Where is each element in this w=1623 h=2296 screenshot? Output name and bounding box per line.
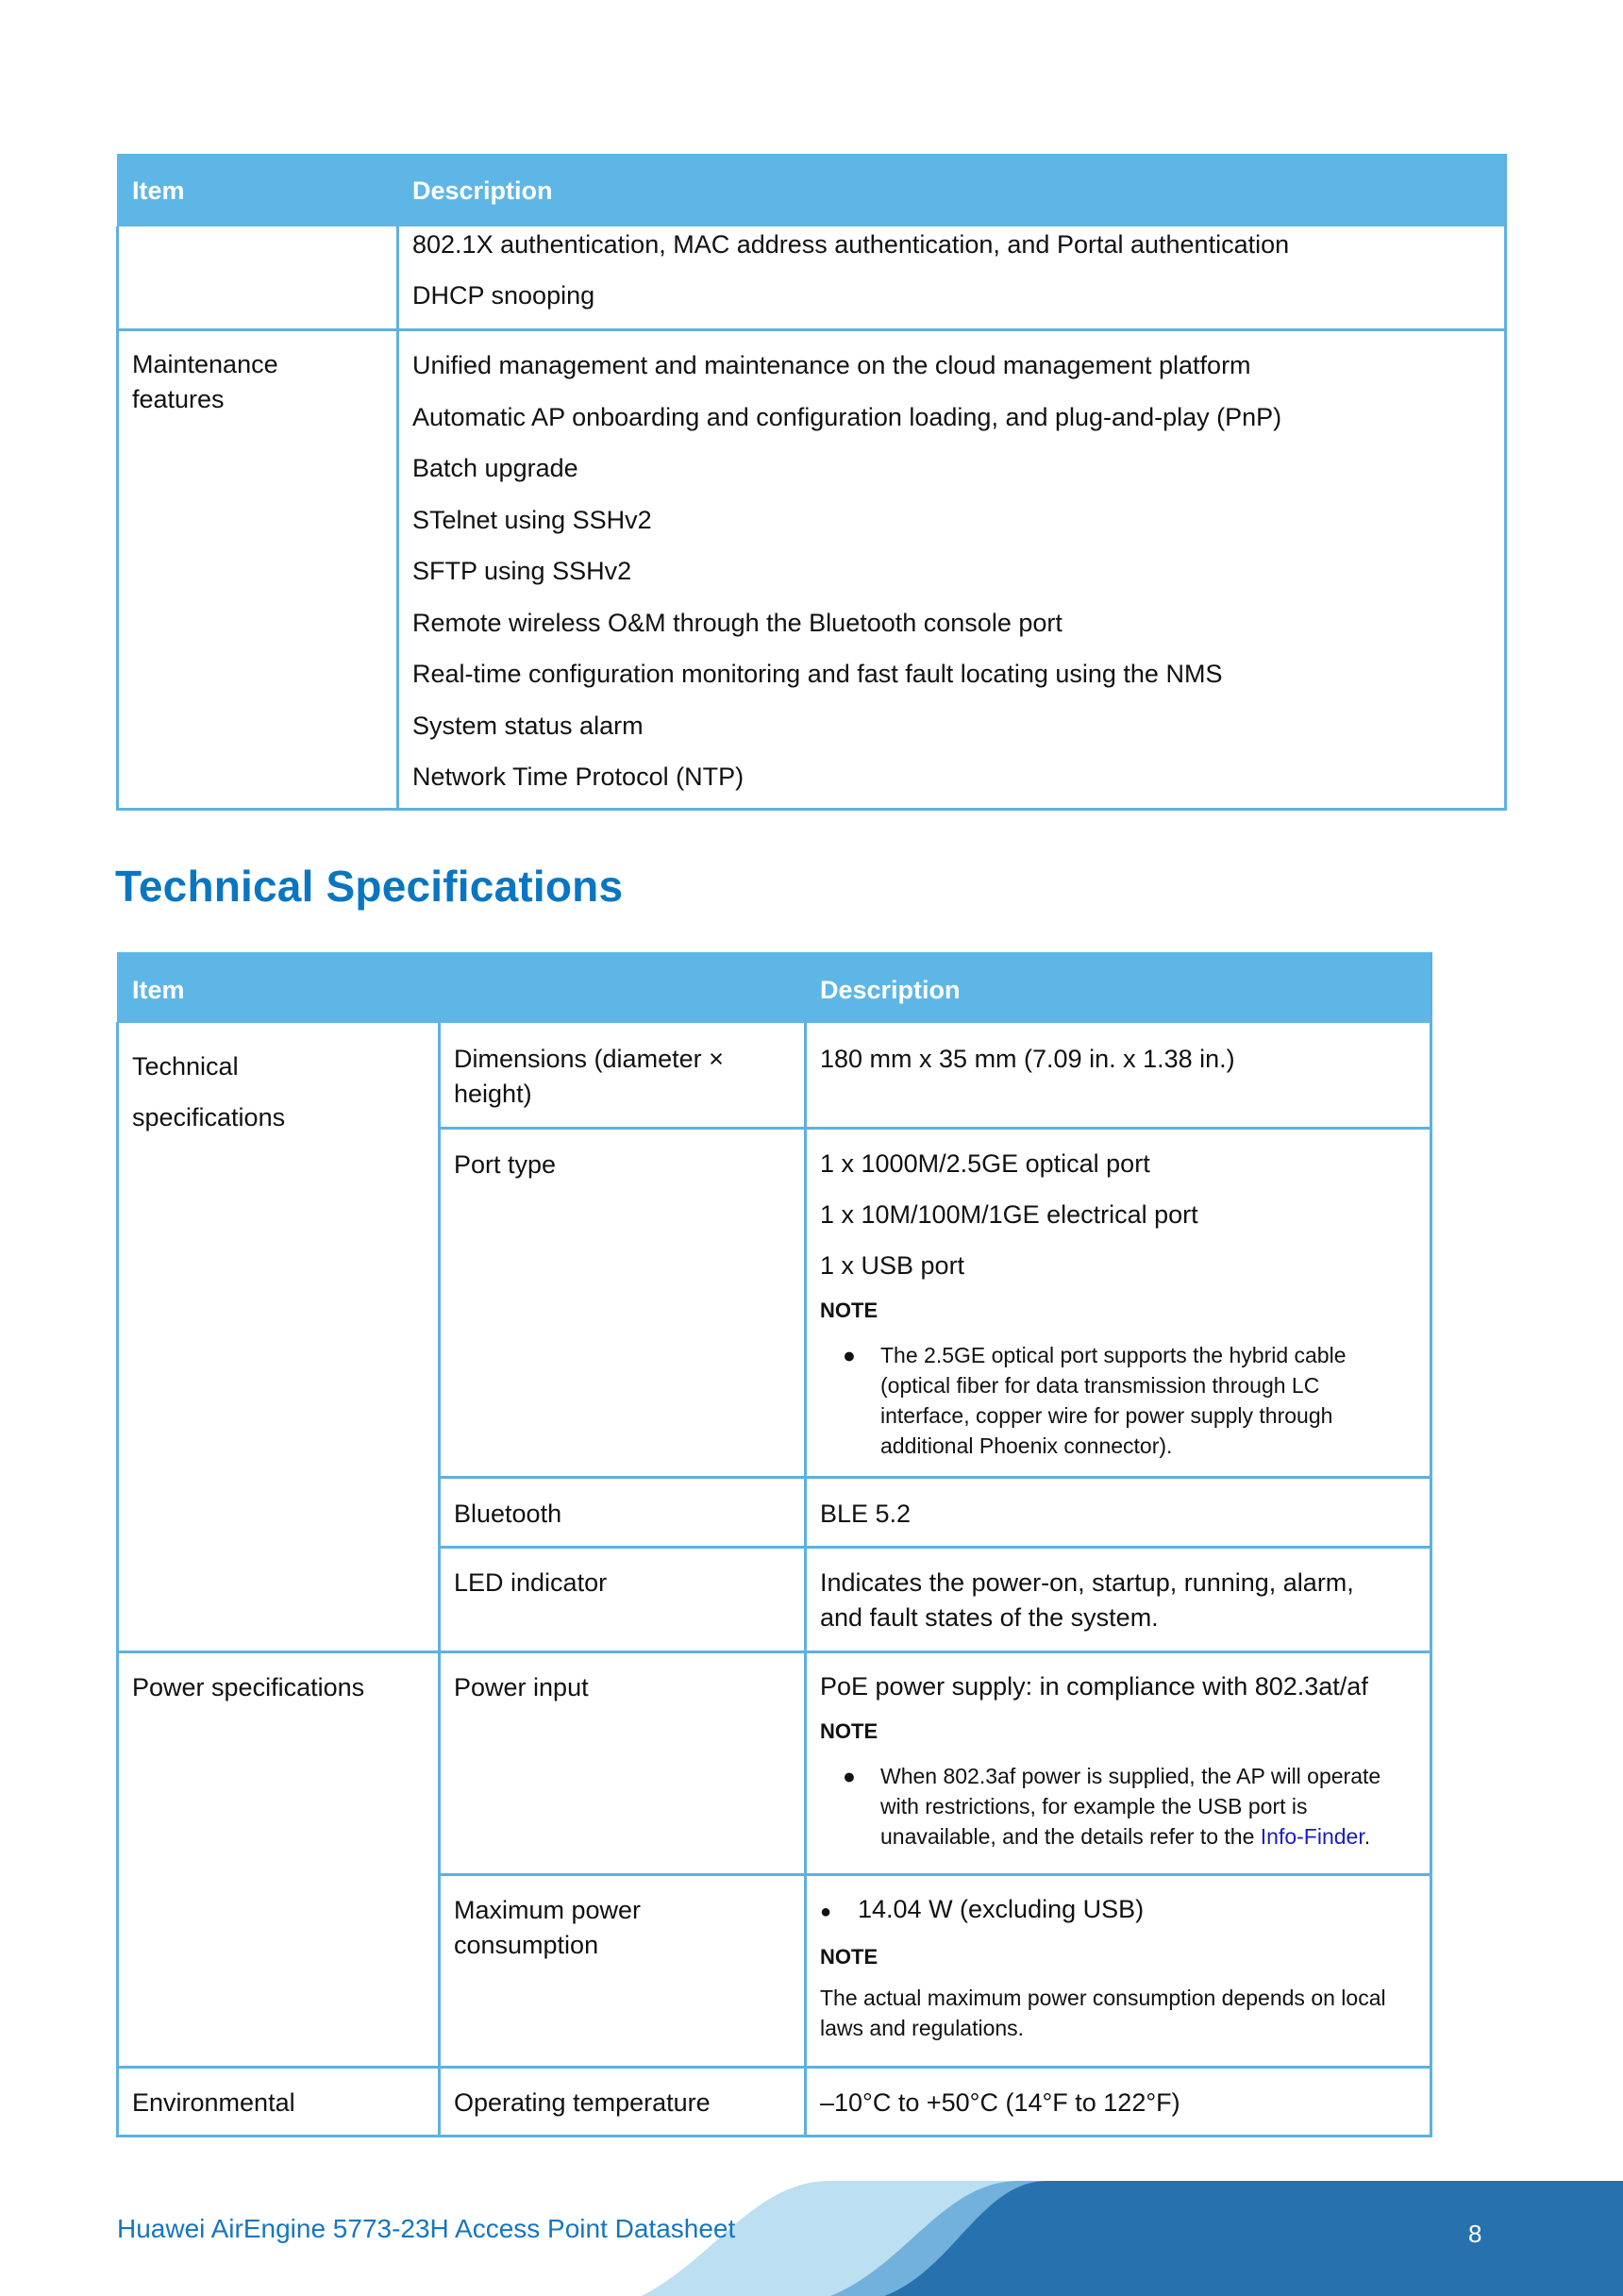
sub-item-operating-temperature [454,2086,711,2120]
table-row [412,230,1289,332]
desc-line: Indicates the power-on, startup, running, alarm, [820,1568,1354,1597]
table-row [412,351,1281,814]
note-line-suffix: . [1364,1824,1371,1849]
feature-line: Automatic AP onboarding and configuration loading, and plug-and-play (PnP) [412,402,1282,431]
note-line: laws and regulations. [820,2016,1025,2040]
header-item: Item [132,176,185,205]
desc-line: 1 x 1000M/2.5GE optical port [820,1149,1150,1178]
note-label: NOTE [820,1299,878,1322]
table-border-left [116,226,119,811]
feature-line: Real-time configuration monitoring and fast fault locating using the NMS [412,660,1223,688]
sub-line: consumption [454,1931,599,1959]
info-finder-link[interactable]: Info-Finder [1260,1824,1364,1849]
feature-line: STelnet using SSHv2 [412,505,652,534]
note-line [880,1821,1380,1852]
item-line: specifications [132,1103,286,1131]
table-header [117,952,1432,1023]
feature-line: SFTP using SSHv2 [412,557,632,585]
bullet-icon: ● [843,1764,856,1788]
header-description: Description [412,176,553,205]
group-item-environmental [132,2086,295,2120]
sub-line: Operating temperature [454,2088,711,2117]
page-number: 8 [1468,2220,1482,2248]
desc-operating-temperature [820,2086,1180,2120]
desc-dimensions [820,1042,1235,1077]
desc-max-power [820,1895,1386,2043]
sub-item-dimensions [454,1042,724,1112]
note-line: The 2.5GE optical port supports the hybrid cable [880,1343,1347,1367]
desc-line: 1 x 10M/100M/1GE electrical port [820,1200,1198,1229]
bullet-icon: ● [820,1902,832,1922]
section-title: Technical Specifications [115,862,624,911]
item-line: Environmental [132,2088,295,2117]
desc-line: PoE power supply: in compliance with 802.3at/af [820,1672,1368,1701]
feature-line: 802.1X authentication, MAC address authentication, and Portal authentication [412,230,1290,259]
row-item-maintenance [132,347,278,417]
group-item-power [132,1670,364,1705]
feature-line: System status alarm [412,711,644,740]
desc-line: 180 mm x 35 mm (7.09 in. x 1.38 in.) [820,1045,1235,1073]
sub-line: Port type [454,1150,557,1179]
header-item: Item [132,976,185,1004]
note-bullet [818,1340,1347,1461]
feature-line: Unified management and maintenance on the cloud management platform [412,351,1251,379]
note-line: additional Phoenix connector). [880,1433,1173,1458]
desc-line: BLE 5.2 [820,1500,912,1528]
item-line: features [132,385,225,413]
table-header [117,154,1507,226]
sub-line: Maximum power [454,1896,642,1924]
desc-line: 1 x USB port [820,1251,965,1280]
item-line: Technical [132,1052,239,1081]
desc-line: 14.04 W (excluding USB) [858,1895,1145,1923]
feature-line: Network Time Protocol (NTP) [412,763,745,791]
note-text [820,1983,1386,2043]
table-border-right [1504,154,1507,811]
item-line: Power specifications [132,1673,365,1701]
column-divider [396,226,399,811]
sub-item-port-type [454,1148,556,1182]
desc-line: and fault states of the system. [820,1603,1159,1632]
note-line: with restrictions, for example the USB port is [880,1794,1308,1818]
row-divider [438,1127,1432,1130]
table-border-left [116,1022,119,2137]
sub-line: LED indicator [454,1568,608,1597]
desc-power-input [820,1672,1380,1852]
feature-line: Remote wireless O&M through the Bluetooth console port [412,608,1062,637]
row-divider [438,1873,1432,1876]
note-bullet [818,1761,1380,1852]
note-line: The actual maximum power consumption depends on local [820,1986,1386,2010]
row-divider [438,1546,1432,1549]
column-divider [438,1022,441,2137]
group-divider [116,1651,1432,1653]
table-border-bottom [116,2135,1432,2137]
row-divider [438,1476,1432,1479]
sub-item-bluetooth [454,1497,561,1532]
sub-line: Dimensions (diameter × [454,1045,724,1073]
note-label: NOTE [820,1945,878,1969]
sub-line: height) [454,1080,532,1108]
note-line: (optical fiber for data transmission through LC [880,1373,1320,1398]
desc-line: –10°C to +50°C (14°F to 122°F) [820,2088,1180,2117]
table-border-right [1430,952,1432,2137]
desc-bluetooth [820,1497,911,1532]
desc-bullet [820,1895,1386,1926]
feature-line: Batch upgrade [412,454,578,482]
footer-document-title: Huawei AirEngine 5773-23H Access Point Datasheet [117,2214,736,2243]
note-label: NOTE [820,1719,878,1743]
item-line: Maintenance [132,350,278,378]
group-divider [116,2066,1432,2069]
bullet-icon: ● [843,1343,856,1367]
note-line-text: unavailable, and the details refer to the [880,1824,1261,1849]
note-line: interface, copper wire for power supply through [880,1403,1333,1428]
feature-line: DHCP snooping [412,281,595,310]
group-item-technical [132,1041,285,1143]
header-description: Description [820,976,961,1004]
sub-item-power-input [454,1670,589,1705]
sub-item-max-power [454,1893,641,1963]
sub-line: Bluetooth [454,1500,562,1528]
sub-line: Power input [454,1673,589,1701]
desc-port-type [820,1149,1347,1461]
column-divider [804,1022,807,2137]
sub-item-led [454,1566,607,1600]
note-line: When 802.3af power is supplied, the AP will operate [880,1764,1381,1788]
desc-led [820,1566,1354,1635]
